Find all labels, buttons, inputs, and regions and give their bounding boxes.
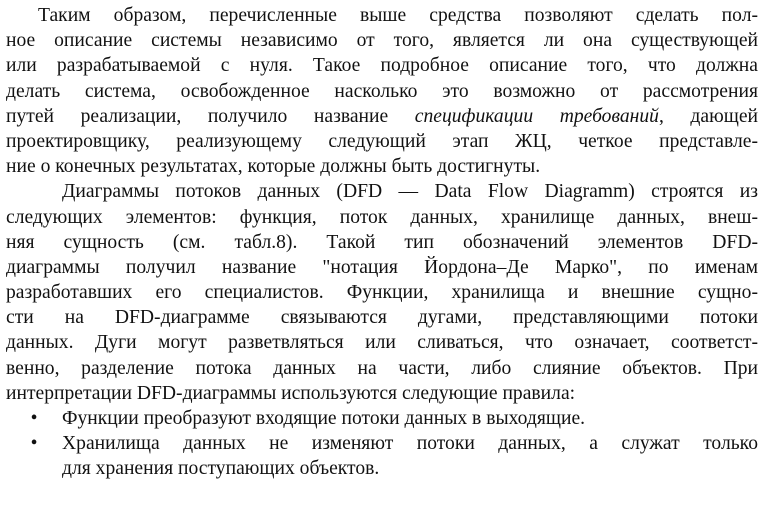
list-item	[6, 431, 758, 456]
text-line: диаграммы получил название "нотация Йордона–Де Марко", по именам	[6, 256, 758, 278]
text-line	[6, 104, 758, 129]
list-item-text: Функции преобразуют входящие потоки данных в выходящие.	[62, 408, 586, 429]
list-item-continuation	[6, 456, 758, 481]
text-line: венно, разделение потока данных на части, либо слияние объектов. При	[6, 357, 758, 379]
bullet-icon: •	[30, 433, 38, 455]
text-line: делать система, освобожденное насколько это возможно от рассмотрения	[6, 80, 758, 102]
text-line: ное описание системы независимо от того, является ли она существующей	[6, 30, 758, 52]
text-line: интерпретации DFD-диаграммы используются следующие правила:	[6, 382, 576, 404]
bullet-icon: •	[30, 408, 38, 429]
list-item-text: для хранения поступающих объектов.	[62, 458, 380, 480]
text-line: разработавших его специалистов. Функции, хранилища и внешние сущно-	[6, 282, 758, 304]
text-line: данных. Дуги могут разветвляться или сливаться, что означает, соответст-	[6, 332, 758, 354]
text-run: , дающей	[658, 105, 758, 127]
paragraph-1	[6, 3, 758, 179]
text-line: няя сущность (см. табл.8). Такой тип обозначений элементов DFD-	[6, 231, 758, 253]
text-run: путей реализации, получило название	[6, 105, 415, 127]
list-item	[6, 406, 758, 431]
text-line: следующих элементов: функция, поток данных, хранилище данных, внеш-	[6, 206, 758, 228]
bullet-list	[6, 406, 758, 482]
text-line: Диаграммы потоков данных (DFD — Data Flow Diagramm) строятся из	[62, 181, 758, 203]
text-line: Таким образом, перечисленные выше средства позволяют сделать пол-	[38, 5, 758, 26]
text-line: или разрабатываемой с нуля. Такое подробное описание того, что должна	[6, 55, 758, 77]
document-page	[6, 3, 758, 482]
list-item-text: Хранилища данных не изменяют потоки данных, а служат только	[62, 433, 758, 455]
text-line: проектировщику, реализующему следующий этап ЖЦ, четкое представле-	[6, 130, 758, 152]
text-line: сти на DFD-диаграмме связываются дугами, представляющими потоки	[6, 307, 758, 329]
paragraph-2	[6, 179, 758, 406]
term-specification-requirements: спецификации требований	[414, 105, 659, 127]
text-line: ние о конечных результатах, которые должны быть достигнуты.	[6, 156, 541, 178]
